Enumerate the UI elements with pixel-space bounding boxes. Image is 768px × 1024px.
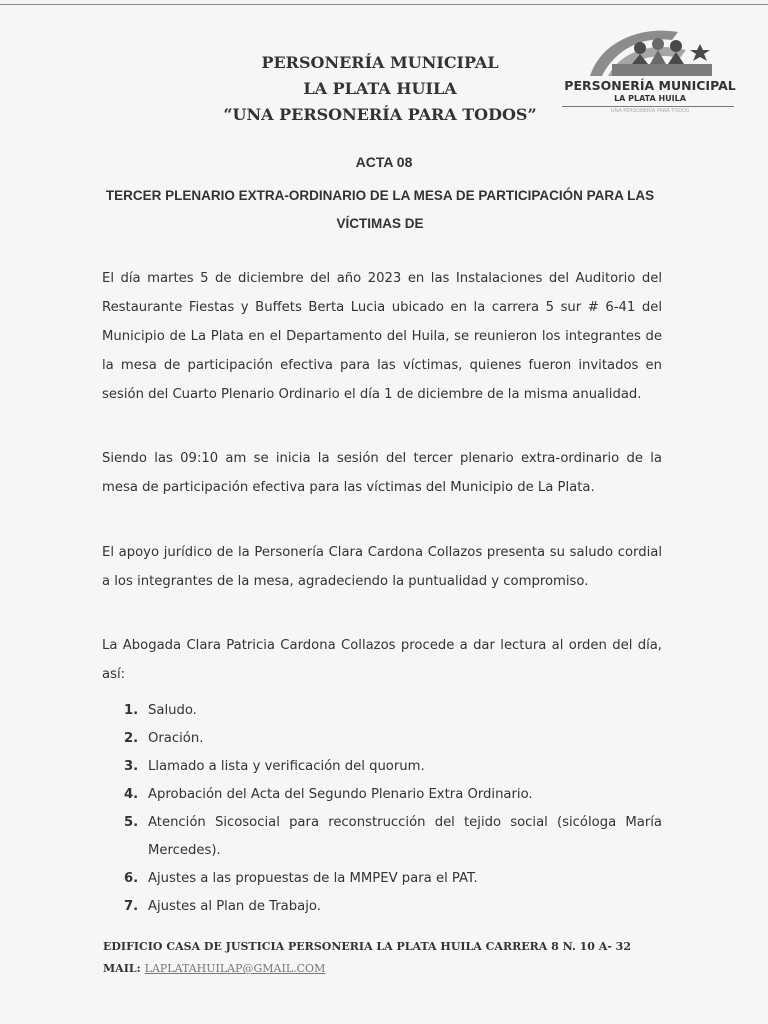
agenda-list xyxy=(102,697,662,921)
footer-address: EDIFICIO CASA DE JUSTICIA PERSONERIA LA PLATA HUILA CARRERA 8 N. 10 A- 32 xyxy=(103,940,631,953)
paragraph-2: Siendo las 09:10 am se inicia la sesión del tercer plenario extra-ordinario de la mesa de participación efectiva para las víctimas del Municipio de La Plata. xyxy=(102,451,662,495)
acta-title: TERCER PLENARIO EXTRA-ORDINARIO DE LA MESA DE PARTICIPACIÓN PARA LAS VÍCTIMAS DE xyxy=(105,188,655,231)
mail-label: MAIL: xyxy=(103,962,141,975)
paragraph-3: El apoyo jurídico de la Personería Clara Cardona Collazos presenta su saludo cordial a los integrantes de la mesa, agradeciendo la puntualidad y compromiso. xyxy=(102,545,662,589)
agenda-item: 2. Oración. xyxy=(124,731,204,746)
letterhead-title xyxy=(210,50,550,128)
acta-number: ACTA 08 xyxy=(355,154,413,170)
logo-divider xyxy=(562,106,734,107)
footer-mail xyxy=(103,958,703,980)
personeria-logo xyxy=(560,20,740,115)
agenda-item: 5. Atención Sicosocial para reconstrucción del tejido social (sicóloga María Mercedes). xyxy=(124,815,662,858)
letterhead-line-2: LA PLATA HUILA xyxy=(303,79,457,98)
agenda-item: 6. Ajustes a las propuestas de la MMPEV para el PAT. xyxy=(124,871,478,886)
logo-subtitle: LA PLATA HUILA xyxy=(614,94,686,103)
logo-emblem-icon xyxy=(582,20,722,80)
letterhead-line-1: PERSONERÍA MUNICIPAL xyxy=(261,53,499,72)
agenda-item: 7. Ajustes al Plan de Trabajo. xyxy=(124,899,321,914)
paragraph-4: La Abogada Clara Patricia Cardona Collazos procede a dar lectura al orden del día, así: xyxy=(102,638,662,682)
paragraph-1: El día martes 5 de diciembre del año 2023 en las Instalaciones del Auditorio del Restaurante Fiestas y Buffets Berta Lucia ubicado en la carrera 5 sur # 6-41 del Municipio de La Plata en el Departamento del Huila, se reunieron los integrantes de la mesa de participación efectiva para las víctimas, quienes fueron invitados en sesión del Cuarto Plenario Ordinario el día 1 de diciembre de la misma anualidad. xyxy=(102,271,662,402)
top-border-line xyxy=(0,4,768,5)
agenda-item: 3. Llamado a lista y verificación del quorum. xyxy=(124,759,425,774)
letterhead-motto: “UNA PERSONERÍA PARA TODOS” xyxy=(223,105,537,124)
agenda-item: 4. Aprobación del Acta del Segundo Plenario Extra Ordinario. xyxy=(124,787,533,802)
mail-link[interactable]: LAPLATAHUILAP@GMAIL.COM xyxy=(144,962,326,975)
agenda-item: 1. Saludo. xyxy=(124,703,197,718)
footer xyxy=(103,936,703,980)
logo-title: PERSONERÍA MUNICIPAL xyxy=(564,78,736,93)
logo-tagline: UNA PERSONERÍA PARA TODOS xyxy=(610,108,690,114)
